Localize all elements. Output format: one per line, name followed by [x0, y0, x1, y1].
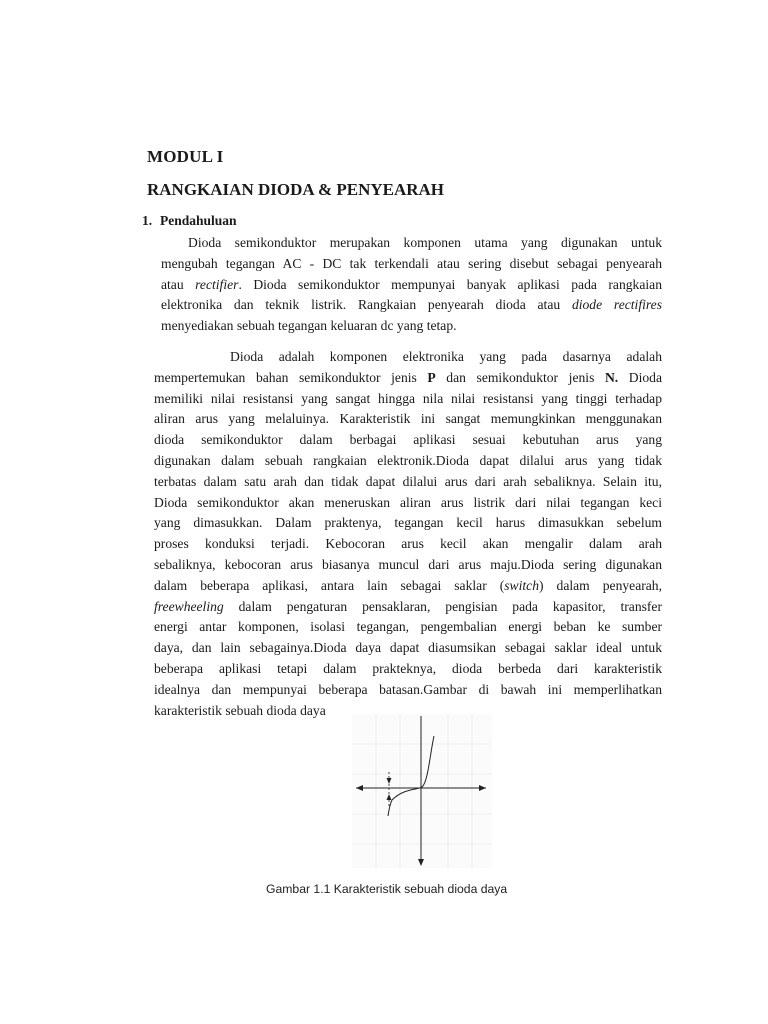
text-run: yang dimasukkan. Dalam praktenya, tegangan kecil harus dimasukkan sebelum: [154, 515, 662, 531]
paragraph-line: [161, 295, 662, 316]
figure-caption: Gambar 1.1 Karakteristik sebuah dioda daya: [266, 882, 508, 896]
paragraph-diode: [154, 347, 662, 721]
text-run: sebaliknya, kebocoran arus biasanya muncul dari arus maju.Dioda sering digunakan: [154, 556, 662, 572]
italic-term: freewheeling: [154, 598, 224, 614]
paragraph-line: [154, 472, 662, 493]
text-run: elektronika dan teknik listrik. Rangkaian penyearah dioda atau: [161, 297, 572, 313]
paragraph-line: [154, 617, 662, 638]
paragraph-intro: [161, 233, 662, 337]
text-run: beberapa aplikasi tetapi dalam prakteknya, dioda berbeda dari karakteristik: [154, 660, 662, 676]
section-heading: [142, 213, 237, 229]
section-title: Pendahuluan: [160, 213, 237, 228]
text-run: atau: [161, 276, 196, 292]
paragraph-line: [154, 576, 662, 597]
paragraph-line: [161, 254, 662, 275]
text-run: dan semikonduktor jenis: [435, 369, 605, 385]
paragraph-line: [161, 316, 662, 337]
paragraph-line: [154, 513, 662, 534]
text-run: . Dioda semikonduktor mempunyai banyak aplikasi pada rangkaian: [238, 276, 662, 292]
paragraph-line: [154, 493, 662, 514]
text-run: dalam beberapa aplikasi, antara lain sebagai saklar (: [154, 577, 505, 593]
diode-characteristic-figure: [352, 714, 492, 868]
module-title: MODUL I: [147, 147, 224, 166]
text-run: terbatas dalam satu arah dan tidak dapat dilalui arus dari arah sebaliknya. Selain itu,: [154, 473, 662, 489]
paragraph-line: [154, 555, 662, 576]
text-run: menyediakan sebuah tegangan keluaran dc yang tetap.: [161, 318, 457, 334]
paragraph-line: [154, 659, 662, 680]
paragraph-line: [154, 409, 662, 430]
chapter-title: RANGKAIAN DIODA & PENYEARAH: [147, 180, 445, 199]
paragraph-line: [154, 430, 662, 451]
italic-term: switch: [504, 577, 539, 593]
text-run: Dioda semikonduktor akan meneruskan aliran arus listrik dari nilai tegangan keci: [154, 494, 662, 510]
text-run: Dioda: [618, 369, 662, 385]
text-run: memiliki nilai resistansi yang sangat hingga nila nilai resistansi yang tinggi terhadap: [154, 390, 662, 406]
bold-term: N.: [604, 369, 619, 385]
text-run: digunakan dalam sebuah rangkaian elektronik.Dioda dapat dilalui arus yang tidak: [154, 452, 662, 468]
text-run: dioda semikonduktor dalam berbagai aplikasi sesuai kebutuhan arus yang: [154, 432, 662, 448]
text-run: mengubah tegangan AC - DC tak terkendali atau sering disebut sebagai penyearah: [161, 255, 662, 271]
paragraph-line: [161, 233, 662, 254]
bold-term: P: [427, 369, 436, 385]
diode-iv-graph: [352, 714, 492, 868]
text-run: daya, dan lain sebagainya.Dioda daya dapat diasumsikan sebagai saklar ideal untuk: [154, 640, 662, 656]
text-run: karakteristik sebuah dioda daya: [154, 702, 326, 718]
paragraph-line: [154, 638, 662, 659]
paragraph-line: [154, 597, 662, 618]
paragraph-line: [154, 534, 662, 555]
text-run: proses konduksi terjadi. Kebocoran arus kecil akan mengalir dalam arah: [154, 536, 662, 552]
text-run: ) dalam penyearah,: [539, 577, 662, 593]
paragraph-line: [161, 275, 662, 296]
paragraph-line: [154, 451, 662, 472]
italic-term: diode rectifires: [571, 297, 662, 313]
paragraph-line: [154, 368, 662, 389]
paragraph-line: [154, 389, 662, 410]
paragraph-line: [154, 680, 662, 701]
text-run: idealnya dan mempunyai beberapa batasan.Gambar di bawah ini memperlihatkan: [154, 681, 662, 697]
text-run: aliran arus yang melaluinya. Karakteristik ini sangat memungkinkan menggunakan: [154, 411, 662, 427]
text-run: Dioda semikonduktor merupakan komponen utama yang digunakan untuk: [188, 235, 662, 250]
italic-term: rectifier: [195, 276, 239, 292]
paragraph-line: [154, 347, 662, 368]
text-run: energi antar komponen, isolasi tegangan, pengembalian energi beban ke sumber: [154, 619, 662, 635]
text-run: dalam pengaturan pensaklaran, pengisian pada kapasitor, transfer: [223, 598, 662, 614]
section-number: 1.: [142, 213, 153, 228]
text-run: Dioda adalah komponen elektronika yang pada dasarnya adalah: [230, 349, 662, 364]
text-run: mempertemukan bahan semikonduktor jenis: [154, 369, 428, 385]
